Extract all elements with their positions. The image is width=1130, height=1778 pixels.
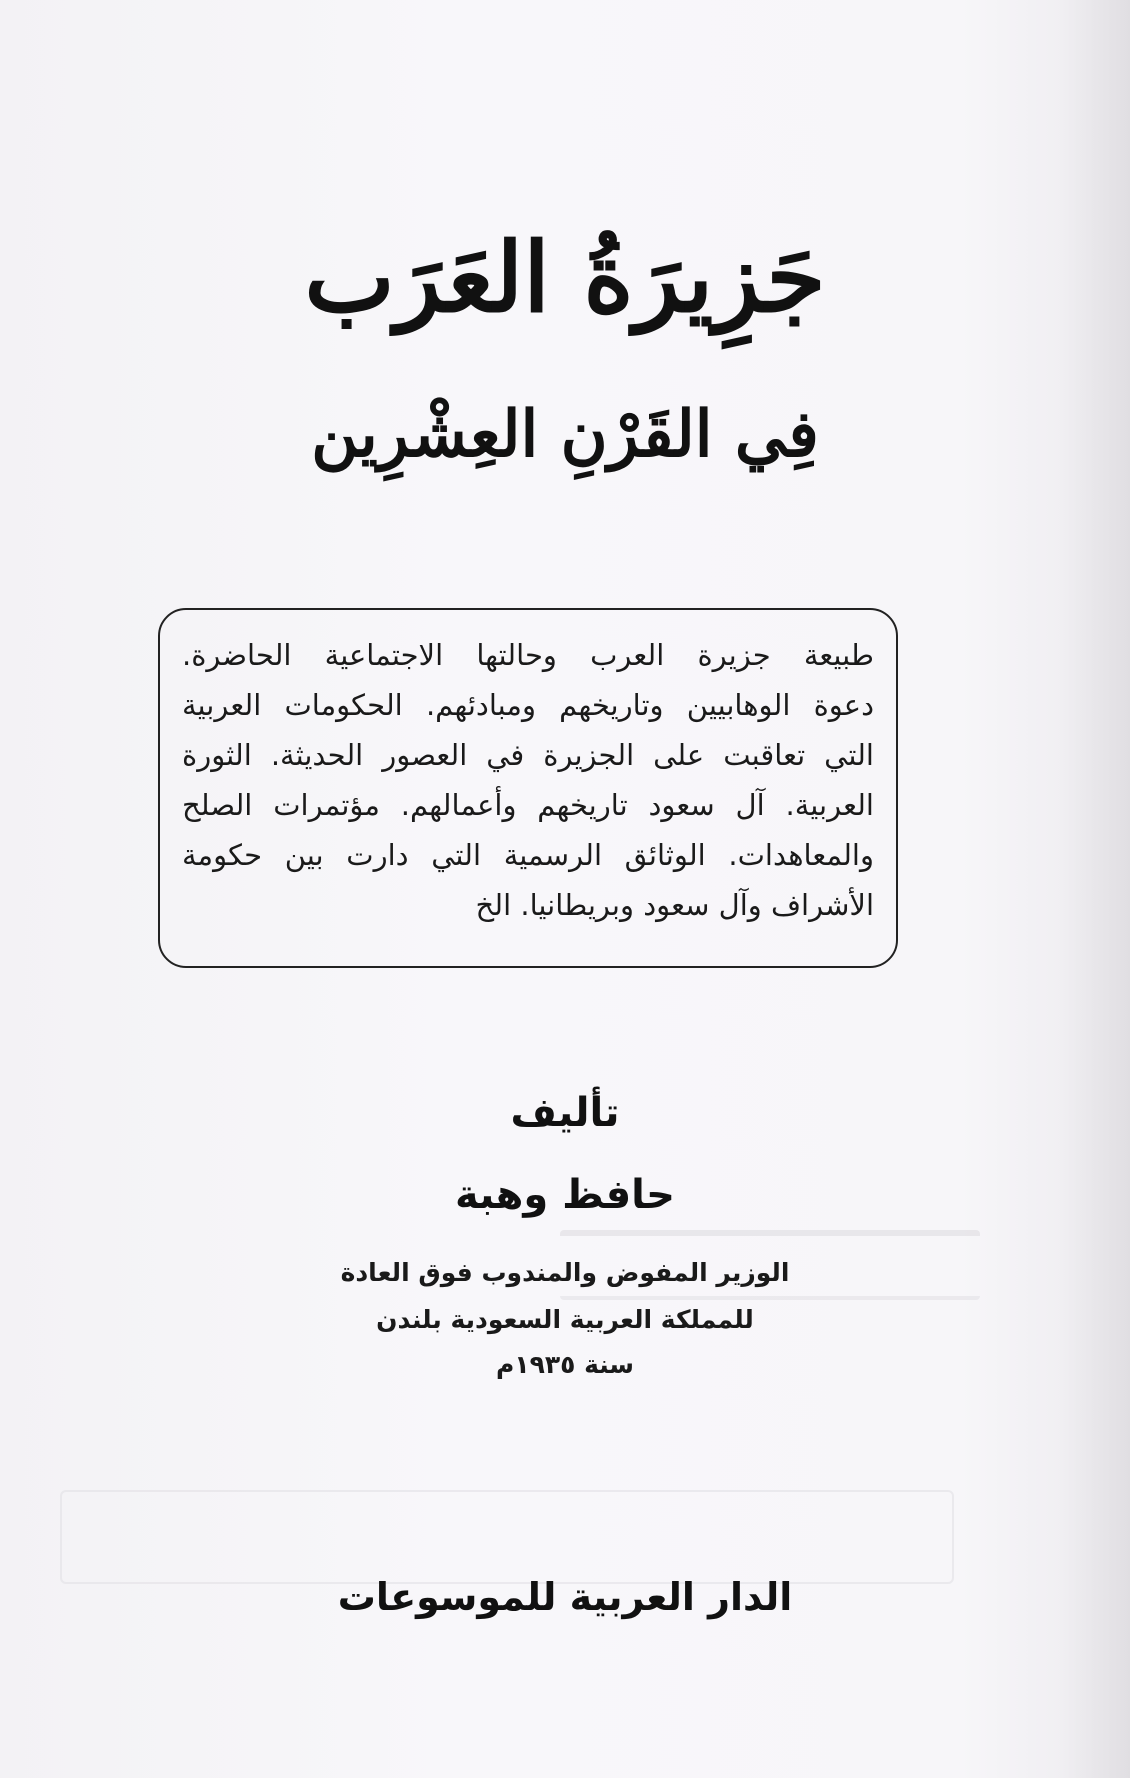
summary-line: الأشراف وآل سعود وبريطانيا. الخ [475, 888, 874, 922]
summary-line: دعوة الوهابيين وتاريخهم ومبادئهم. الحكومات العربية [182, 688, 874, 722]
bleed-through-decoration [60, 1490, 954, 1584]
author-title-line: للمملكة العربية السعودية بلندن [376, 1305, 754, 1334]
book-subtitle: فِي القَرْنِ العِشْرِين [311, 397, 819, 472]
author-name: حافظ وهبة [455, 1172, 675, 1218]
contents-summary-box [158, 608, 898, 968]
summary-line: والمعاهدات. الوثائق الرسمية التي دارت بين حكومة [182, 838, 874, 872]
summary-line: طبيعة جزيرة العرب وحالتها الاجتماعية الحاضرة. [182, 638, 874, 672]
author-title-line: الوزير المفوض والمندوب فوق العادة [340, 1258, 790, 1287]
book-title: جَزِيرَةُ العَرَب [304, 221, 826, 334]
summary-line: العربية. آل سعود تاريخهم وأعمالهم. مؤتمرات الصلح [182, 788, 874, 822]
authorship-label: تأليف [510, 1090, 620, 1136]
publication-year: سنة ١٩٣٥م [495, 1350, 635, 1379]
summary-line: التي تعاقبت على الجزيرة في العصور الحديثة. الثورة [182, 738, 874, 772]
publisher-name: الدار العربية للموسوعات [337, 1575, 793, 1619]
